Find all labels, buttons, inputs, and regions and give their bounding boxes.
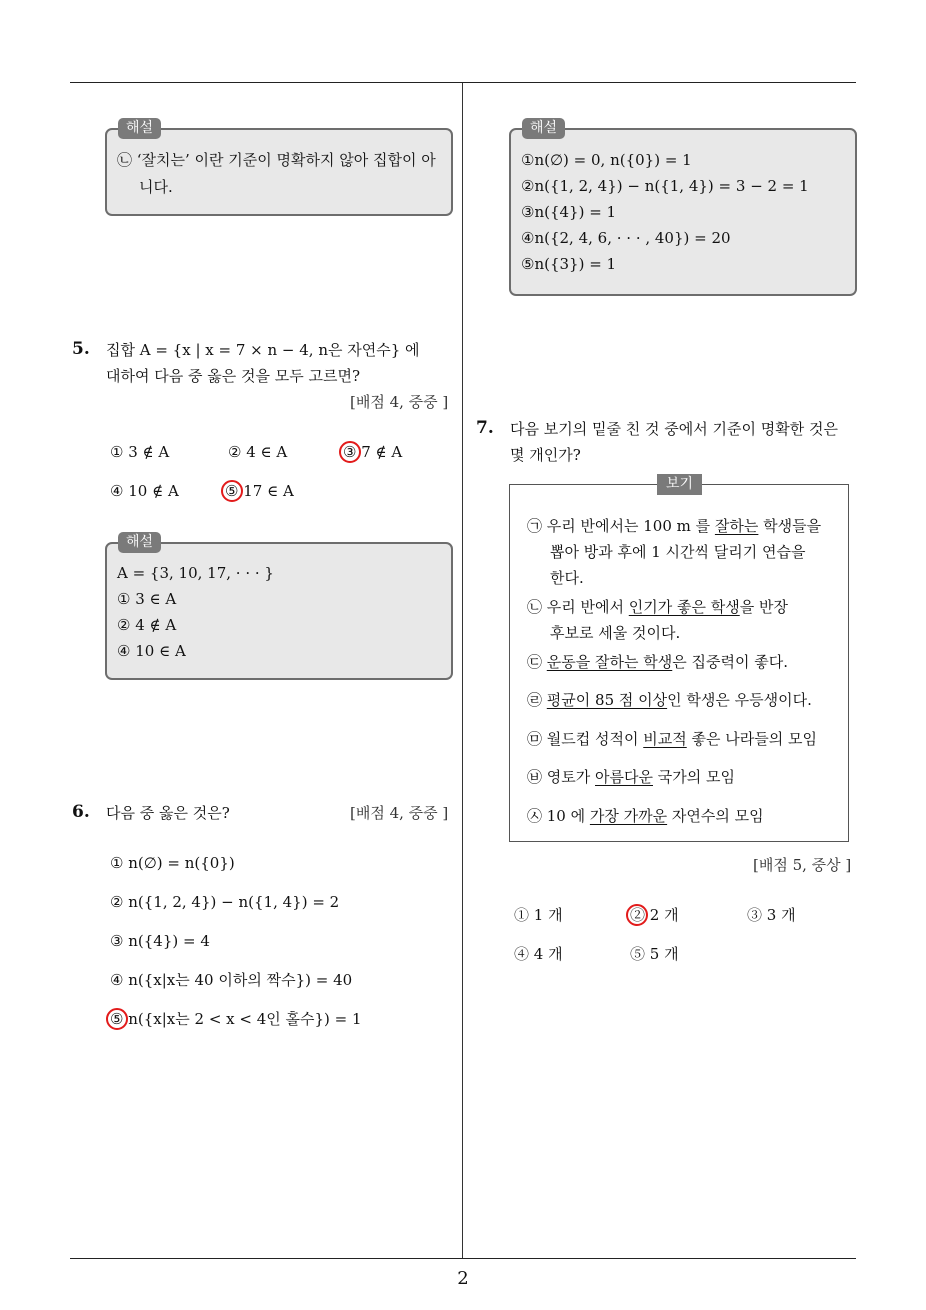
bogi-item-d: ㉣ 평균이 85 점 이상인 학생은 우등생이다.	[527, 691, 812, 709]
question-7-text: 다음 보기의 밑줄 친 것 중에서 기준이 명확한 것은	[510, 420, 838, 438]
solution-tag: 해설	[522, 118, 565, 139]
q7-choice-4[interactable]: ④ 4 개	[514, 945, 563, 963]
question-5-text: 집합 A = {x | x = 7 × n − 4, n은 자연수} 에	[106, 341, 420, 359]
solution-tag: 해설	[118, 532, 161, 553]
q5-choice-4[interactable]: ④ 10 ∉ A	[110, 482, 179, 500]
solution-tag: 해설	[118, 118, 161, 139]
solution-text: ⑤n({3}) = 1	[521, 255, 617, 273]
q7-choice-1[interactable]: ① 1 개	[514, 906, 563, 924]
top-rule	[70, 82, 856, 83]
answer-circle-mark	[106, 1008, 128, 1030]
question-number-7: 7.	[476, 418, 494, 438]
answer-circle-mark	[339, 441, 361, 463]
q6-choice-4[interactable]: ④ n({x|x는 40 이하의 짝수}) = 40	[110, 971, 353, 989]
answer-circle-mark	[221, 480, 243, 502]
solution-text: ② 4 ∉ A	[117, 616, 177, 634]
q5-choice-2[interactable]: ② 4 ∈ A	[228, 443, 288, 461]
q5-choice-1[interactable]: ① 3 ∉ A	[110, 443, 170, 461]
bogi-item-a: ㉠ 우리 반에서는 100 m 를 잘하는 학생들을	[527, 517, 822, 535]
question-5-text: 대하여 다음 중 옳은 것을 모두 고르면?	[106, 367, 361, 385]
bogi-item-a-cont: 뽑아 방과 후에 1 시간씩 달리기 연습을	[550, 543, 806, 561]
question-6-score: [배점 4, 중중 ]	[350, 804, 449, 822]
q7-choice-3[interactable]: ③ 3 개	[747, 906, 796, 924]
solution-text: ① 3 ∈ A	[117, 590, 177, 608]
question-number-5: 5.	[72, 339, 90, 359]
solution-text: ④n({2, 4, 6, · · · , 40}) = 20	[521, 229, 731, 247]
q5-choice-3[interactable]: ③ 7 ∉ A	[343, 443, 403, 461]
question-7-score: [배점 5, 중상 ]	[753, 856, 852, 874]
question-6-text: 다음 중 옳은 것은?	[106, 804, 230, 822]
bottom-rule	[70, 1258, 856, 1259]
q6-choice-3[interactable]: ③ n({4}) = 4	[110, 932, 210, 950]
bogi-item-a-cont: 한다.	[550, 569, 584, 587]
q6-choice-2[interactable]: ② n({1, 2, 4}) − n({1, 4}) = 2	[110, 893, 340, 911]
bogi-tag: 보기	[657, 474, 702, 495]
q6-choice-5[interactable]: ⑤ n({x|x는 2 < x < 4인 홀수}) = 1	[110, 1010, 362, 1028]
solution-text: ①n(∅) = 0, n({0}) = 1	[521, 151, 692, 169]
solution-text: 니다.	[139, 178, 173, 196]
solution-text: A = {3, 10, 17, · · · }	[117, 564, 274, 582]
bogi-item-c: ㉢ 운동을 잘하는 학생은 집중력이 좋다.	[527, 653, 788, 671]
solution-box-4	[105, 128, 453, 216]
solution-text: ㉡ ‘잘치는’ 이란 기준이 명확하지 않아 집합이 아	[117, 151, 436, 169]
solution-text: ②n({1, 2, 4}) − n({1, 4}) = 3 − 2 = 1	[521, 177, 809, 195]
bogi-item-b: ㉡ 우리 반에서 인기가 좋은 학생을 반장	[527, 598, 788, 616]
solution-text: ③n({4}) = 1	[521, 203, 617, 221]
answer-circle-mark	[626, 904, 648, 926]
q7-choice-2[interactable]: ② 2 개	[630, 906, 679, 924]
question-7-text: 몇 개인가?	[510, 446, 581, 464]
bogi-item-b-cont: 후보로 세울 것이다.	[550, 624, 681, 642]
question-5-score: [배점 4, 중중 ]	[350, 393, 449, 411]
q5-choice-5[interactable]: ⑤ 17 ∈ A	[225, 482, 294, 500]
q6-choice-1[interactable]: ① n(∅) = n({0})	[110, 854, 235, 872]
bogi-item-f: ㉥ 영토가 아름다운 국가의 모임	[527, 768, 735, 786]
solution-text: ④ 10 ∈ A	[117, 642, 186, 660]
question-number-6: 6.	[72, 802, 90, 822]
q7-choice-5[interactable]: ⑤ 5 개	[630, 945, 679, 963]
bogi-item-g: ㉦ 10 에 가장 가까운 자연수의 모임	[527, 807, 764, 825]
bogi-item-e: ㉤ 월드컵 성적이 비교적 좋은 나라들의 모임	[527, 730, 817, 748]
column-divider	[462, 83, 463, 1259]
page-number: 2	[457, 1268, 469, 1289]
